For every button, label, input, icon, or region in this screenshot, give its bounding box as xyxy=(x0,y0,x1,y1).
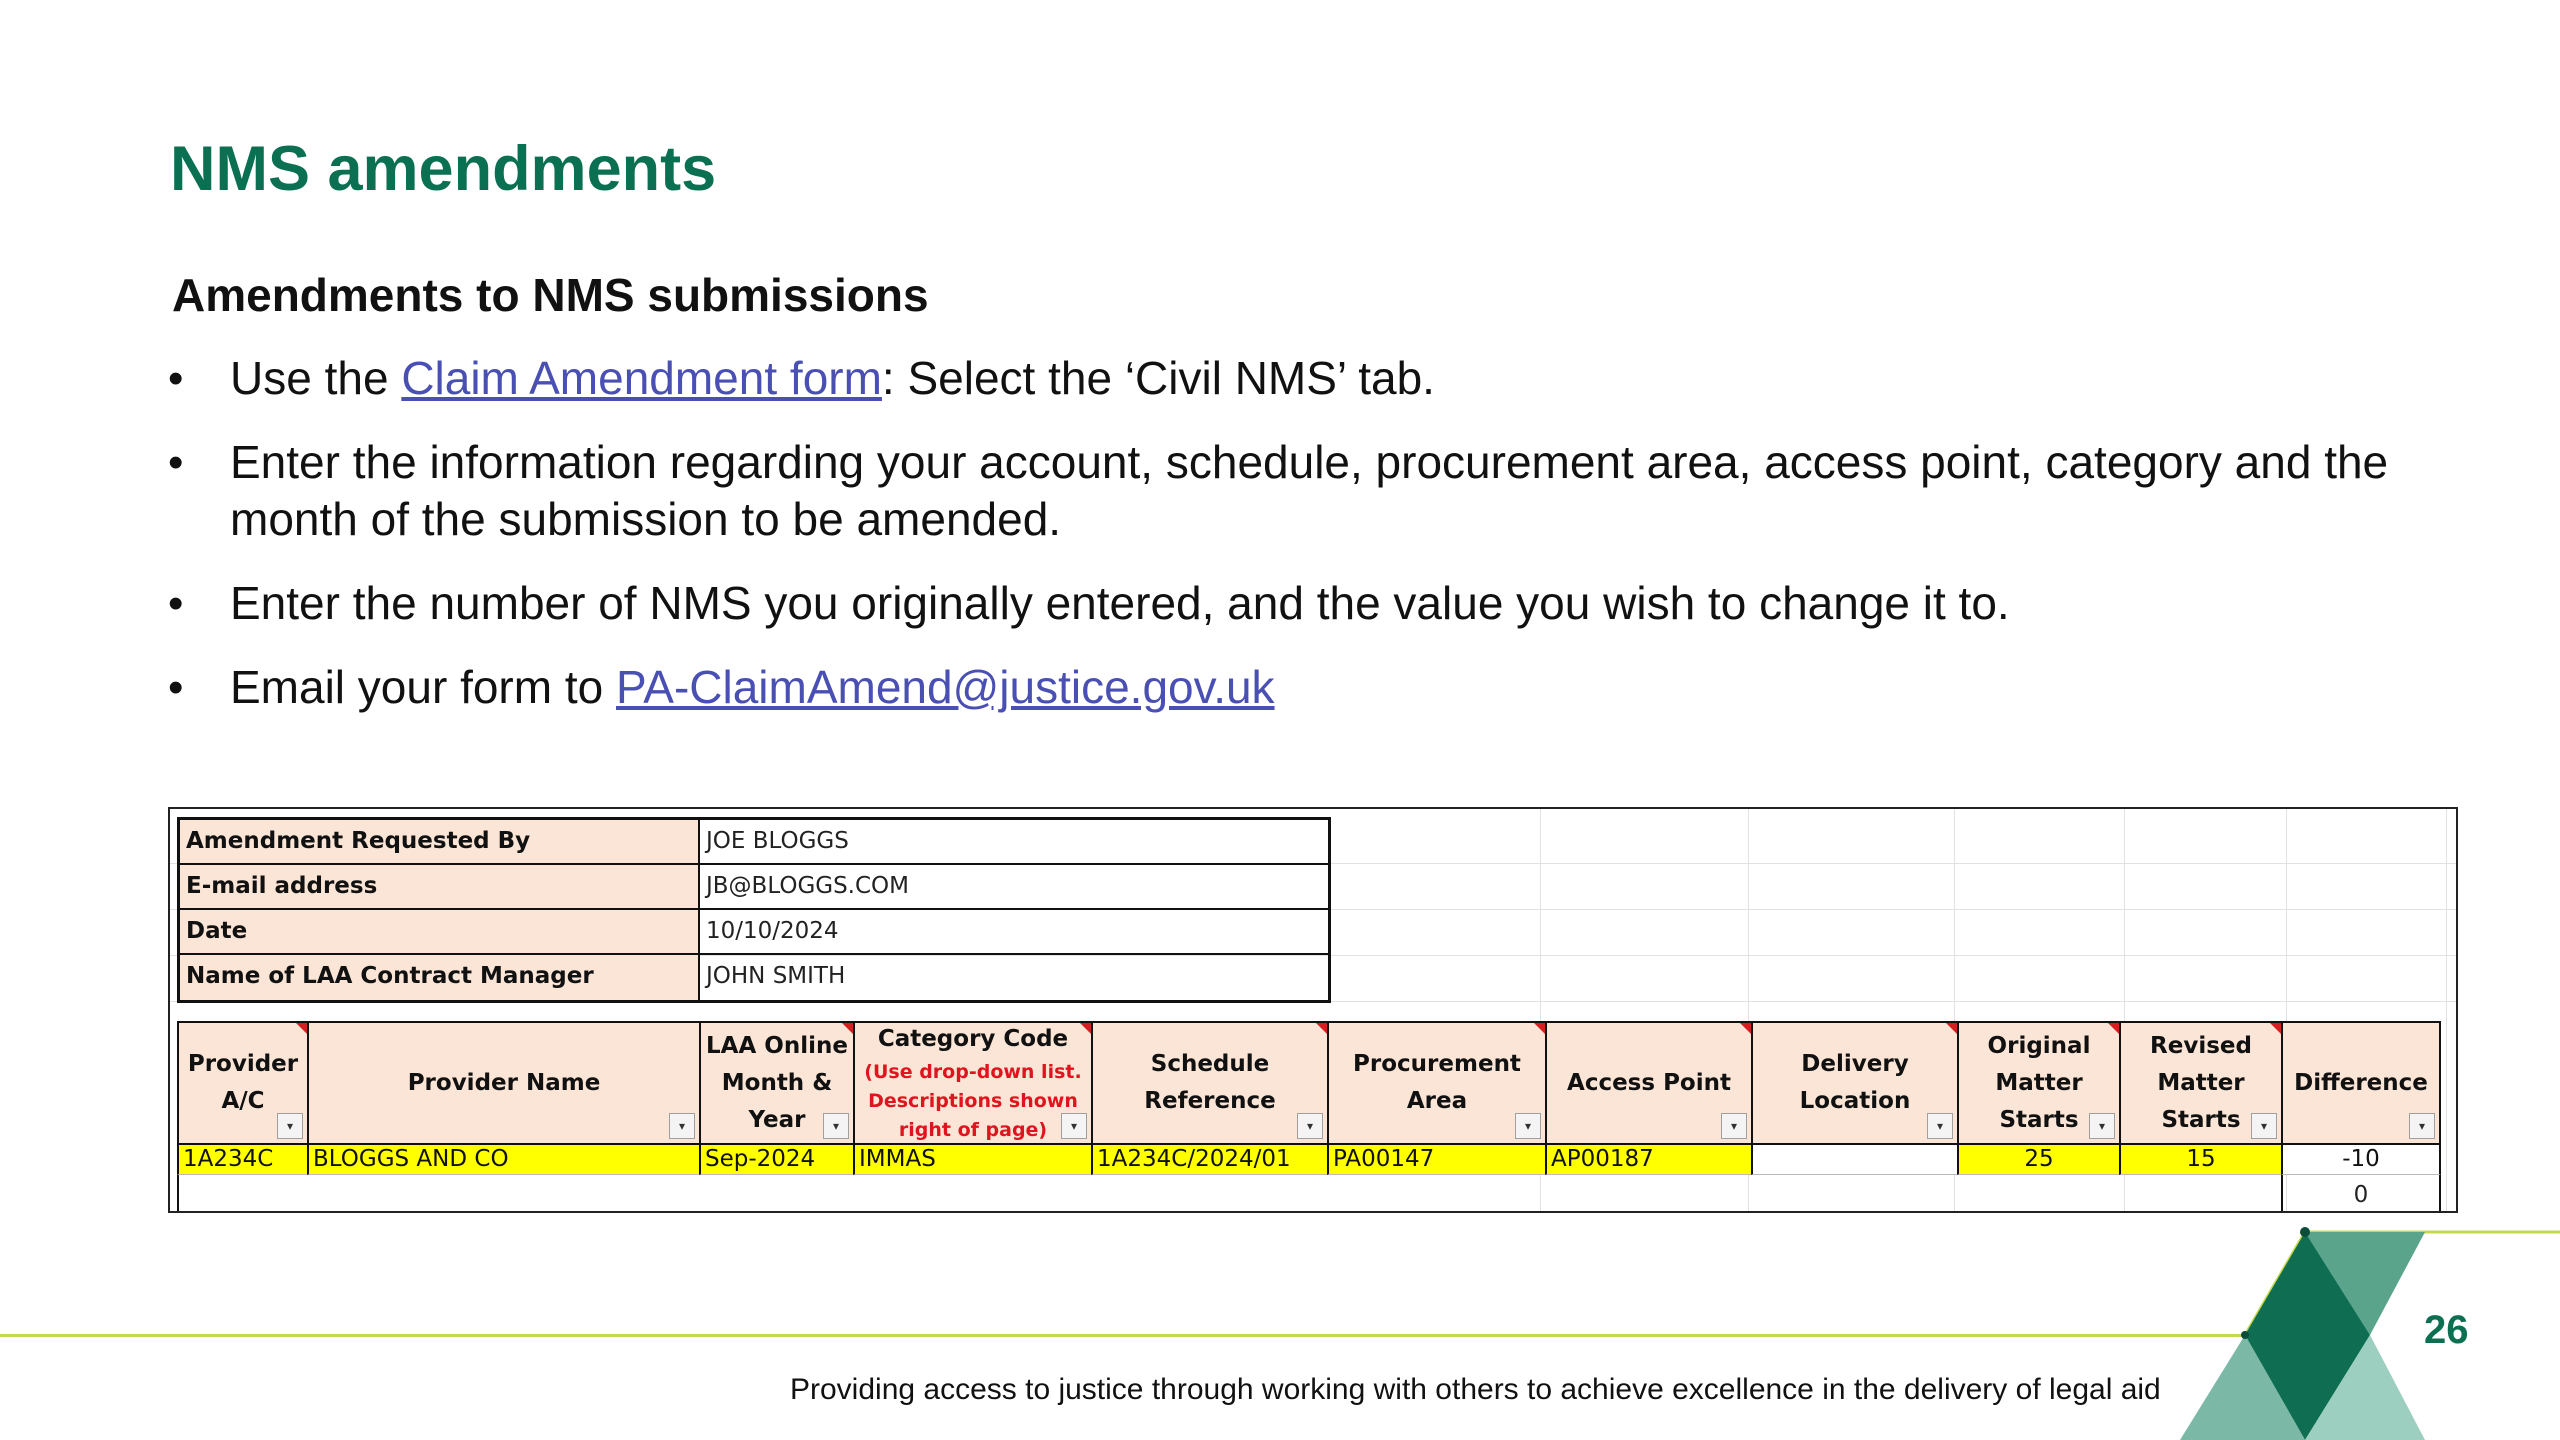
header-line: Matter xyxy=(1995,1069,2083,1096)
filter-dropdown-icon[interactable]: ▾ xyxy=(277,1113,303,1139)
comment-marker-icon xyxy=(1080,1023,1091,1034)
header-procurement-area xyxy=(1327,1021,1545,1145)
header-line: Year xyxy=(748,1106,806,1133)
filter-dropdown-icon[interactable]: ▾ xyxy=(2089,1113,2115,1139)
cell-procurement-area[interactable]: PA00147 xyxy=(1327,1145,1545,1175)
requested-by-field[interactable]: JOE BLOGGS xyxy=(706,828,849,854)
header-laa-month xyxy=(699,1021,853,1145)
category-note-line: (Use drop-down list. xyxy=(864,1061,1082,1083)
info-label: Date xyxy=(180,910,700,953)
header-access-point xyxy=(1545,1021,1751,1145)
info-row xyxy=(180,865,1328,910)
amendment-info-table xyxy=(177,817,1331,1003)
cell-delivery-location[interactable] xyxy=(1751,1145,1957,1175)
header-line: Starts xyxy=(1999,1106,2079,1133)
header-revised-matter-starts xyxy=(2119,1021,2281,1145)
comment-marker-icon xyxy=(1316,1023,1327,1034)
header-line: Procurement xyxy=(1353,1051,1521,1077)
filter-dropdown-icon[interactable]: ▾ xyxy=(1927,1113,1953,1139)
cell-schedule-reference[interactable]: 1A234C/2024/01 xyxy=(1091,1145,1327,1175)
spreadsheet-screenshot xyxy=(168,807,2458,1213)
bullet-icon: • xyxy=(168,438,184,487)
bullet-icon: • xyxy=(168,354,184,403)
cell-provider-name[interactable]: BLOGGS AND CO xyxy=(307,1145,699,1175)
cell-revised-matter-starts[interactable]: 15 xyxy=(2119,1145,2281,1175)
header-line: Provider Name xyxy=(407,1069,601,1096)
comment-marker-icon xyxy=(296,1023,307,1034)
filter-dropdown-icon[interactable]: ▾ xyxy=(669,1113,695,1139)
header-line: Delivery xyxy=(1801,1051,1909,1077)
slide-subtitle: Amendments to NMS submissions xyxy=(172,269,929,321)
header-line: Starts xyxy=(2161,1106,2241,1133)
header-provider-name xyxy=(307,1021,699,1145)
header-category-code xyxy=(853,1021,1091,1145)
bullet-text: Enter the number of NMS you originally entered, and the value you wish to change it to. xyxy=(230,577,2010,629)
cell-category-code[interactable]: IMMAS xyxy=(853,1145,1091,1175)
footer-tagline: Providing access to justice through working with others to achieve excellence in the delivery of legal aid xyxy=(790,1373,2161,1406)
claim-amendment-form-link[interactable]: Claim Amendment form xyxy=(401,352,882,404)
header-line: Provider xyxy=(187,1051,299,1077)
comment-marker-icon xyxy=(842,1023,853,1034)
bullet-item xyxy=(168,659,2428,716)
slide-title: NMS amendments xyxy=(170,134,717,204)
bullet-text: : Select the ‘Civil NMS’ tab. xyxy=(881,352,1435,404)
contract-manager-field[interactable]: JOHN SMITH xyxy=(706,963,846,989)
email-field[interactable]: JB@BLOGGS.COM xyxy=(706,873,910,899)
date-field[interactable]: 10/10/2024 xyxy=(706,918,839,944)
filter-dropdown-icon[interactable]: ▾ xyxy=(823,1113,849,1139)
cell-provider-ac[interactable]: 1A234C xyxy=(177,1145,307,1175)
filter-dropdown-icon[interactable]: ▾ xyxy=(1297,1113,1323,1139)
cell-original-matter-starts[interactable]: 25 xyxy=(1957,1145,2119,1175)
bullet-item xyxy=(168,350,2428,407)
header-line: Original xyxy=(1987,1032,2091,1059)
cell-laa-month[interactable]: Sep-2024 xyxy=(699,1145,853,1175)
header-provider-ac xyxy=(177,1021,307,1145)
filter-dropdown-icon[interactable]: ▾ xyxy=(1515,1113,1541,1139)
filter-dropdown-icon[interactable]: ▾ xyxy=(1721,1113,1747,1139)
info-row xyxy=(180,820,1328,865)
info-label: E-mail address xyxy=(180,865,700,908)
comment-marker-icon xyxy=(2270,1023,2281,1034)
info-row xyxy=(180,955,1328,1000)
bullet-text: Use the xyxy=(230,352,402,404)
header-line: Difference xyxy=(2294,1069,2428,1096)
bullet-icon: • xyxy=(168,579,184,628)
bullet-item xyxy=(168,575,2428,632)
comment-marker-icon xyxy=(1740,1023,1751,1034)
header-line: Location xyxy=(1799,1088,1911,1114)
header-line: A/C xyxy=(221,1088,265,1114)
header-line: Reference xyxy=(1144,1088,1276,1114)
bullet-text: Email your form to xyxy=(230,661,616,713)
header-line: Matter xyxy=(2157,1069,2245,1096)
empty-row xyxy=(177,1175,2441,1211)
info-label: Name of LAA Contract Manager xyxy=(180,955,700,1000)
header-schedule-reference xyxy=(1091,1021,1327,1145)
header-line: Access Point xyxy=(1567,1069,1731,1096)
header-line: Category Code xyxy=(877,1026,1069,1052)
comment-marker-icon xyxy=(2108,1023,2119,1034)
filter-dropdown-icon[interactable]: ▾ xyxy=(2409,1113,2435,1139)
bullet-text: Enter the information regarding your account, schedule, procurement area, access point, category and the month of the submission to be amended. xyxy=(230,436,2389,545)
category-note-line: right of page) xyxy=(898,1119,1048,1141)
cell-difference: -10 xyxy=(2281,1145,2441,1175)
category-note-line: Descriptions shown xyxy=(868,1090,1078,1112)
cell-access-point[interactable]: AP00187 xyxy=(1545,1145,1751,1175)
filter-dropdown-icon[interactable]: ▾ xyxy=(1061,1113,1087,1139)
filter-dropdown-icon[interactable]: ▾ xyxy=(2251,1113,2277,1139)
bullet-icon: • xyxy=(168,663,184,712)
header-line: Area xyxy=(1406,1088,1468,1114)
bullet-list xyxy=(168,350,2428,743)
cell-difference-next: 0 xyxy=(2281,1175,2441,1211)
header-line: Month & xyxy=(721,1069,833,1096)
info-label: Amendment Requested By xyxy=(180,820,700,863)
header-original-matter-starts xyxy=(1957,1021,2119,1145)
gridline xyxy=(2446,809,2447,1211)
header-difference xyxy=(2281,1021,2441,1145)
comment-marker-icon xyxy=(1534,1023,1545,1034)
laa-logo-graphic xyxy=(2180,1220,2560,1440)
info-row xyxy=(180,910,1328,955)
footer-accent-line xyxy=(0,1334,2250,1337)
header-delivery-location xyxy=(1751,1021,1957,1145)
comment-marker-icon xyxy=(1946,1023,1957,1034)
email-link[interactable]: PA-ClaimAmend@justice.gov.uk xyxy=(616,661,1275,713)
header-line: LAA Online xyxy=(706,1032,848,1059)
header-line: Revised xyxy=(2150,1032,2252,1059)
bullet-item xyxy=(168,434,2428,548)
header-line: Schedule xyxy=(1150,1051,1270,1077)
page-number: 26 xyxy=(2424,1308,2469,1352)
